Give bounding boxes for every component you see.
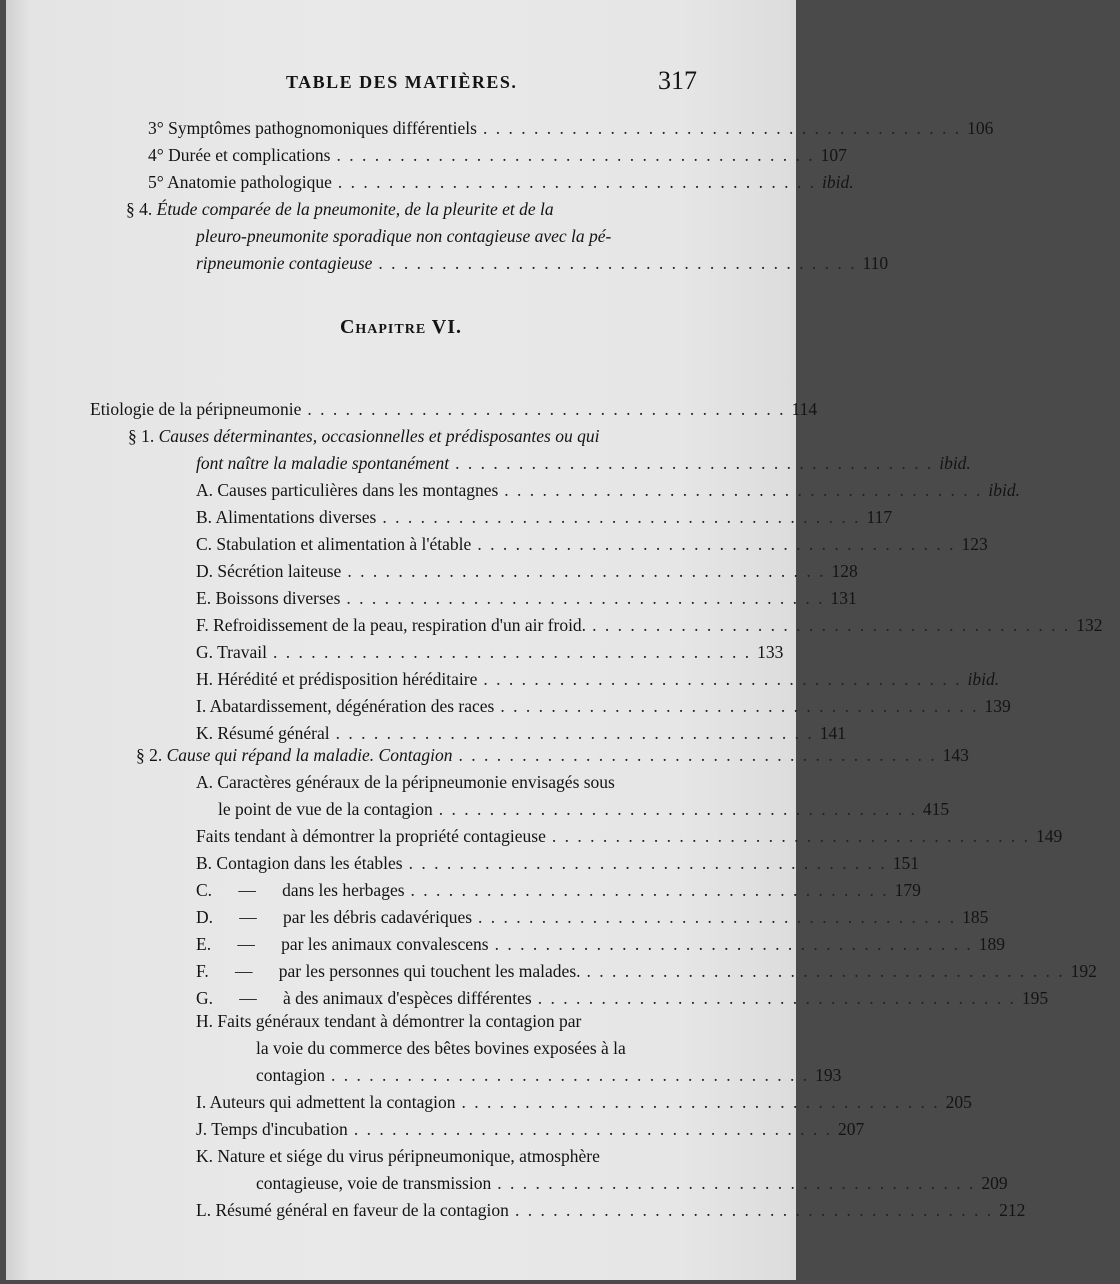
section-heading: § 1. Causes déterminantes, occasionnelles et prédisposantes ou qui (128, 426, 600, 446)
chapter-heading: Chapitre VI. (339, 316, 463, 338)
toc-entry: contagion . . . . . . . . . . . . . . . . . . . . . . . . . . . . . . . . . . . . . . 193 (256, 1065, 842, 1085)
toc-entry: A. Causes particulières dans les montagnes . . . . . . . . . . . . . . . . . . . . . . . . . . . . . . . . . . . . . . ibid. (196, 480, 1021, 500)
page-number: 317 (658, 66, 697, 95)
toc-entry: K. Résumé général . . . . . . . . . . . . . . . . . . . . . . . . . . . . . . . . . . . . . . 141 (196, 723, 847, 743)
toc-entry: 4° Durée et complications . . . . . . . . . . . . . . . . . . . . . . . . . . . . . . . . . . . . . . 107 (148, 145, 847, 165)
toc-entry-line: la voie du commerce des bêtes bovines exposées à la (256, 1038, 626, 1058)
section-heading: § 4. Étude comparée de la pneumonite, de la pleurite et de la (126, 199, 554, 219)
book-page (6, 0, 1103, 1280)
section-heading-continuation: pleuro-pneumonite sporadique non contagieuse avec la pé- (196, 226, 612, 246)
toc-entry: C. Stabulation et alimentation à l'étable . . . . . . . . . . . . . . . . . . . . . . . . . . . . . . . . . . . . . . 123 (196, 534, 988, 554)
toc-entry: § 2. Cause qui répand la maladie. Contagion . . . . . . . . . . . . . . . . . . . . . . . . . . . . . . . . . . . . . . 143 (136, 745, 969, 765)
toc-entry: F. — par les personnes qui touchent les malades. . . . . . . . . . . . . . . . . . . . . . . . . . . . . . . . . . . . . . . 192 (196, 961, 1097, 981)
toc-entry: 5° Anatomie pathologique . . . . . . . . . . . . . . . . . . . . . . . . . . . . . . . . . . . . . . ibid. (148, 172, 854, 192)
toc-entry: 3° Symptômes pathognomoniques différentiels . . . . . . . . . . . . . . . . . . . . . . . . . . . . . . . . . . . . . . 106 (148, 118, 994, 138)
toc-entry: G. — à des animaux d'espèces différentes . . . . . . . . . . . . . . . . . . . . . . . . . . . . . . . . . . . . . . 195 (196, 988, 1049, 1008)
toc-entry: G. Travail . . . . . . . . . . . . . . . . . . . . . . . . . . . . . . . . . . . . . . 133 (196, 642, 784, 662)
toc-entry: contagieuse, voie de transmission . . . . . . . . . . . . . . . . . . . . . . . . . . . . . . . . . . . . . . 209 (256, 1173, 1008, 1193)
toc-entry: C. — dans les herbages . . . . . . . . . . . . . . . . . . . . . . . . . . . . . . . . . . . . . . 179 (196, 880, 921, 900)
toc-entry: B. Contagion dans les étables . . . . . . . . . . . . . . . . . . . . . . . . . . . . . . . . . . . . . . 151 (196, 853, 919, 873)
toc-entry: J. Temps d'incubation . . . . . . . . . . . . . . . . . . . . . . . . . . . . . . . . . . . . . . 207 (196, 1119, 865, 1139)
toc-entry: ripneumonie contagieuse . . . . . . . . . . . . . . . . . . . . . . . . . . . . . . . . . . . . . . 110 (196, 253, 889, 273)
toc-entry: E. Boissons diverses . . . . . . . . . . . . . . . . . . . . . . . . . . . . . . . . . . . . . . 131 (196, 588, 857, 608)
toc-entry: H. Hérédité et prédisposition héréditaire . . . . . . . . . . . . . . . . . . . . . . . . . . . . . . . . . . . . . . ibid. (196, 669, 1000, 689)
toc-entry: font naître la maladie spontanément . . . . . . . . . . . . . . . . . . . . . . . . . . . . . . . . . . . . . . ibid. (196, 453, 971, 473)
toc-entry: le point de vue de la contagion . . . . . . . . . . . . . . . . . . . . . . . . . . . . . . . . . . . . . . 415 (218, 799, 950, 819)
toc-entry: B. Alimentations diverses . . . . . . . . . . . . . . . . . . . . . . . . . . . . . . . . . . . . . . 117 (196, 507, 893, 527)
toc-entry: D. — par les débris cadavériques . . . . . . . . . . . . . . . . . . . . . . . . . . . . . . . . . . . . . . 185 (196, 907, 989, 927)
toc-entry: Faits tendant à démontrer la propriété contagieuse . . . . . . . . . . . . . . . . . . . . . . . . . . . . . . . . . . . . . . 149 (196, 826, 1063, 846)
page-header (6, 64, 796, 98)
toc-entry: I. Abatardissement, dégénération des races . . . . . . . . . . . . . . . . . . . . . . . . . . . . . . . . . . . . . . 139 (196, 696, 1011, 716)
toc-entry-line: H. Faits généraux tendant à démontrer la contagion par (196, 1011, 582, 1031)
toc-entry-line: A. Caractères généraux de la péripneumonie envisagés sous (196, 772, 615, 792)
toc-entry: E. — par les animaux convalescens . . . . . . . . . . . . . . . . . . . . . . . . . . . . . . . . . . . . . . 189 (196, 934, 1005, 954)
running-title: TABLE DES MATIÈRES. (286, 72, 518, 92)
toc-entry: F. Refroidissement de la peau, respiration d'un air froid. . . . . . . . . . . . . . . . . . . . . . . . . . . . . . . . . . . . . . . 132 (196, 615, 1103, 635)
toc-entry: I. Auteurs qui admettent la contagion . . . . . . . . . . . . . . . . . . . . . . . . . . . . . . . . . . . . . . 205 (196, 1092, 972, 1112)
toc-entry: D. Sécrétion laiteuse . . . . . . . . . . . . . . . . . . . . . . . . . . . . . . . . . . . . . . 128 (196, 561, 858, 581)
toc-entry: L. Résumé général en faveur de la contagion . . . . . . . . . . . . . . . . . . . . . . . . . . . . . . . . . . . . . . 212 (196, 1200, 1026, 1220)
toc-entry-line: K. Nature et siége du virus péripneumonique, atmosphère (196, 1146, 600, 1166)
toc-entry: Etiologie de la péripneumonie . . . . . . . . . . . . . . . . . . . . . . . . . . . . . . . . . . . . . . 114 (90, 399, 818, 419)
